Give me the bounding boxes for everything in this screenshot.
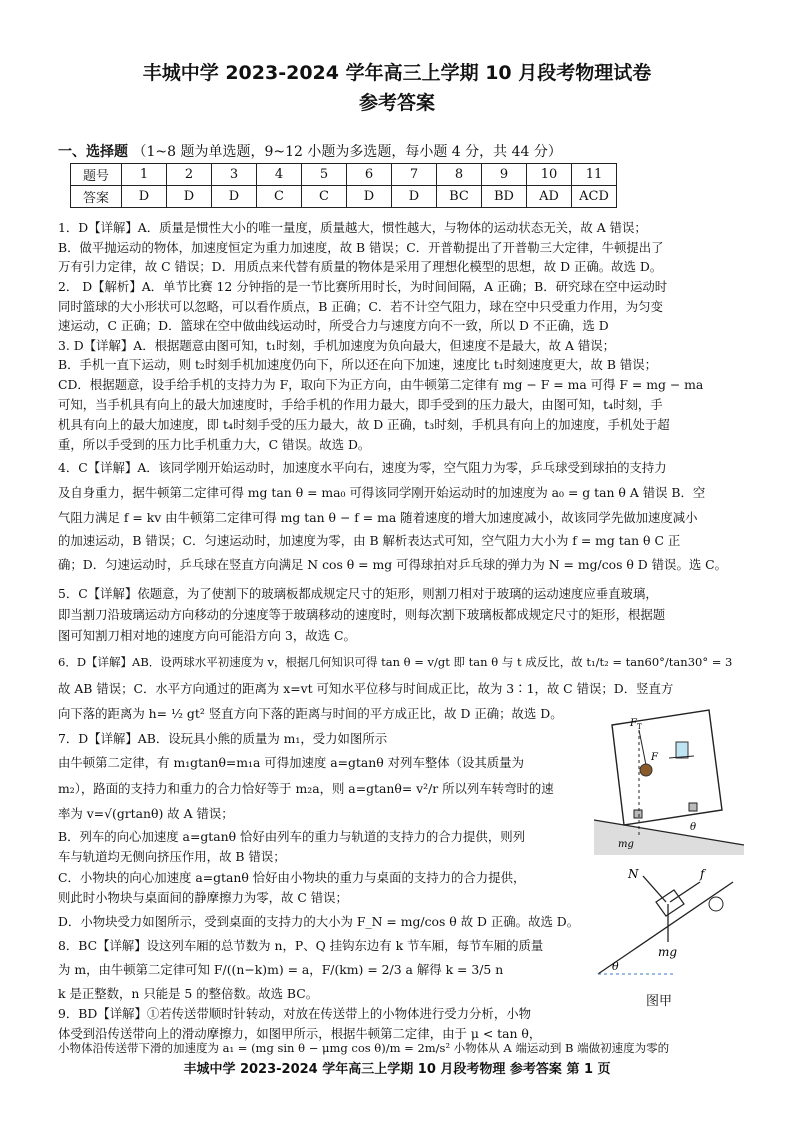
- text-line: 的加速运动，B 错误；C．匀速运动时，加速度为零，由 B 解析表达式可知，空气阻力大小为 f = mg tan θ C 正: [58, 533, 681, 548]
- block: [656, 890, 684, 916]
- mg-label: mg: [618, 839, 634, 850]
- text-line: 则此时小物块与桌面间的静摩擦力为零，故 C 错误；: [58, 890, 348, 905]
- train-force-figure: [594, 700, 744, 855]
- answer-cell: D: [122, 186, 167, 208]
- answer-cell: D: [212, 186, 257, 208]
- text-line: 7．D【详解】AB．设玩具小熊的质量为 m₁，受力如图所示: [58, 731, 388, 746]
- mg-label: mg: [658, 945, 678, 959]
- question-number: 10: [527, 164, 572, 186]
- question-number: 9: [482, 164, 527, 186]
- text-line: D．小物块受力如图所示，受到桌面的支持力的大小为 F_N = mg/cos θ 故 D 正确。故选 D。: [58, 914, 580, 929]
- text-line: 图可知割刀相对地的速度方向可能沿方向 3，故选 C。: [58, 628, 356, 643]
- text-line: 为 m，由牛顿第二定律可知 F/((n−k)m) = a，F/(km) = 2/3 a 解得 k = 3/5 n: [58, 962, 504, 977]
- text-line: 4．C【详解】A．该同学刚开始运动时，加速度水平向右，速度为零，空气阻力为零，乒乓球受到球拍的支持力: [58, 460, 667, 475]
- text-line: 确；D．匀速运动时，乒乓球在竖直方向满足 N cos θ = mg 可得球拍对乒乓球的弹力为 N = mg/cos θ D 错误。选 C。: [58, 557, 728, 572]
- wheel: [689, 803, 697, 811]
- text-line: 故 AB 错误；C．水平方向通过的距离为 x=vt 可知水平位移与时间成正比，故为 3∶1，故 C 错误；D．竖直方: [58, 681, 674, 696]
- text-line: m₂），路面的支持力和重力的合力恰好等于 m₂a，则 a=gtanθ= v²/r 所以列车转弯时的速: [58, 781, 554, 796]
- text-line: 1．D【详解】A．质量是惯性大小的唯一量度，质量越大，惯性越大，与物体的运动状态无关，故 A 错误；: [58, 220, 647, 235]
- text-line: 车与轨道均无侧向挤压作用，故 B 错误；: [58, 849, 286, 864]
- toy-bear-icon: [640, 764, 652, 776]
- text-line: 5．C【详解】依题意，为了使割下的玻璃板都成规定尺寸的矩形，则割刀相对于玻璃的运动速度应垂直玻璃，: [58, 586, 658, 601]
- text-line: 及自身重力，据牛顿第二定律可得 mg tan θ = ma₀ 可得该同学刚开始运动时的加速度为 a₀ = g tan θ A 错误 B．空: [58, 485, 706, 500]
- n-label: N: [628, 867, 639, 881]
- train-car: [612, 710, 722, 825]
- question-number: 5: [302, 164, 347, 186]
- answer-cell: C: [302, 186, 347, 208]
- question-number: 3: [212, 164, 257, 186]
- text-line: 体受到沿传送带向上的滑动摩擦力，如图甲所示，根据牛顿第二定律，由于 μ < tan θ，: [58, 1026, 542, 1041]
- answer-cell: AD: [527, 186, 572, 208]
- f-label: F: [651, 752, 658, 763]
- answer-table: [70, 163, 617, 208]
- text-line: 9．BD【详解】①若传送带顺时针转动，对放在传送带上的小物体进行受力分析，小物: [58, 1006, 531, 1021]
- theta-label: θ: [612, 960, 619, 973]
- cup-icon: [676, 742, 688, 758]
- text-line: 气阻力满足 f = kv 由牛顿第二定律可得 mg tan θ − f = ma 随着速度的增大加速度减小，故该同学先做加速度减小: [58, 510, 698, 525]
- normal-force-arrow: [643, 876, 666, 902]
- incline-force-figure: [588, 862, 738, 984]
- text-line: C．小物块的向心加速度 a=gtanθ 恰好由小物块的重力与桌面的支持力的合力提供，: [58, 870, 526, 885]
- answer-cell: BC: [437, 186, 482, 208]
- text-line: CD．根据题意，设手给手机的支持力为 F，取向下为正方向，由牛顿第二定律有 mg − F = ma 可得 F = mg − ma: [58, 377, 704, 392]
- document-subtitle: 参考答案: [358, 92, 435, 114]
- answer-cell: D: [392, 186, 437, 208]
- text-line: 同时篮球的大小形状可以忽略，可以看作质点，B 正确；C．若不计空气阻力，球在空中只受重力作用，为匀变: [58, 299, 663, 314]
- text-line: B．手机一直下运动，则 t₂时刻手机加速度仍向下，所以还在向下加速，速度比 t₁时刻速度更大，故 B 错误；: [58, 357, 658, 372]
- text-line: 重，所以手受到的压力比手机重力大，C 错误。故选 D。: [58, 437, 371, 452]
- text-line: 小物体沿传送带下滑的加速度为 a₁ = (mg sin θ − μmg cos θ)/m = 2m/s² 小物体从 A 端运动到 B 端做初速度为零的: [58, 1041, 670, 1055]
- answer-cell: ACD: [572, 186, 617, 208]
- table-row-answers: [71, 186, 617, 208]
- table-row-numbers: [71, 164, 617, 186]
- answer-cell: D: [167, 186, 212, 208]
- answer-cell: C: [257, 186, 302, 208]
- question-number: 4: [257, 164, 302, 186]
- ft-sub-label: T: [637, 723, 642, 731]
- question-number: 8: [437, 164, 482, 186]
- answer-cell: BD: [482, 186, 527, 208]
- text-line: 向下落的距离为 h= ½ gt² 竖直方向下落的距离与时间的平方成正比，故 D 正确；故选 D。: [58, 706, 563, 721]
- answer-label: 答案: [71, 186, 122, 208]
- text-line: 3. D【详解】A．根据题意由图可知，t₁时刻，手机加速度为负向最大，但速度不是最大，故 A 错误；: [58, 338, 616, 353]
- text-line: 速运动，C 正确；D．篮球在空中做曲线运动时，所受合力与速度方向不一致，所以 D 不正确，选 D: [58, 318, 609, 333]
- text-line: k 是正整数，n 只能是 5 的整倍数。故选 BC。: [58, 986, 319, 1001]
- text-line: 可知，当手机具有向上的最大加速度时，手给手机的作用力最大，即手受到的压力最大，由图可知，t₄时刻，手: [58, 397, 663, 412]
- header-label: 题号: [71, 164, 122, 186]
- text-line: 万有引力定律，故 C 错误；D．用质点来代替有质量的物体是采用了理想化模型的思想，故 D 正确。故选 D。: [58, 259, 663, 274]
- document-title: 丰城中学 2023-2024 学年高三上学期 10 月段考物理试卷: [142, 62, 652, 84]
- friction-label: f: [700, 867, 705, 881]
- rotation-icon: [709, 897, 723, 911]
- question-number: 7: [392, 164, 437, 186]
- page-footer: 丰城中学 2023-2024 学年高三上学期 10 月段考物理 参考答案 第 1 页: [183, 1062, 611, 1077]
- question-number: 11: [572, 164, 617, 186]
- wheel: [634, 810, 642, 818]
- text-line: B．做平抛运动的物体，加速度恒定为重力加速度，故 B 错误；C．开普勒提出了开普勒三大定律，牛顿提出了: [58, 240, 664, 255]
- question-number: 1: [122, 164, 167, 186]
- text-line: 2． D【解析】A．单节比赛 12 分钟指的是一节比赛所用时长，为时间间隔，A 正确；B．研究球在空中运动时: [58, 279, 668, 294]
- track-slope: [594, 820, 744, 855]
- answer-cell: D: [347, 186, 392, 208]
- text-line: 率为 v=√(grtanθ) 故 A 错误；: [58, 806, 234, 821]
- text-line: B．列车的向心加速度 a=gtanθ 恰好由列车的重力与轨道的支持力的合力提供，则列: [58, 829, 525, 844]
- question-number: 6: [347, 164, 392, 186]
- figure-caption: 图甲: [646, 994, 673, 1009]
- text-line: 8．BC【详解】设这列车厢的总节数为 n，P、Q 挂钩东边有 k 节车厢，每节车厢的质量: [58, 938, 544, 953]
- text-line: 6．D【详解】AB．设两球水平初速度为 v，根据几何知识可得 tan θ = v/gt 即 tan θ 与 t 成反比，故 t₁/t₂ = tan60°/tan30° = 3: [58, 655, 733, 669]
- theta-label: θ: [690, 822, 697, 833]
- section-label: 一、选择题: [58, 144, 128, 160]
- text-line: 机具有向上的最大加速度，即 t₄时刻手受的压力最大，故 D 正确，t₃时刻，手机具有向上的加速度，手机处于超: [58, 417, 670, 432]
- section-heading: [58, 141, 562, 161]
- section-note: （1~8 题为单选题，9~12 小题为多选题，每小题 4 分，共 44 分）: [132, 144, 562, 160]
- ft-label: F: [630, 718, 637, 729]
- text-line: 即当割刀沿玻璃运动方向移动的分速度等于玻璃移动的速度时，则每次割下玻璃板都成规定尺寸的矩形，根据题: [58, 607, 666, 622]
- text-line: 由牛顿第二定律，有 m₁gtanθ=m₁a 可得加速度 a=gtanθ 对列车整体（设其质量为: [58, 755, 524, 770]
- question-number: 2: [167, 164, 212, 186]
